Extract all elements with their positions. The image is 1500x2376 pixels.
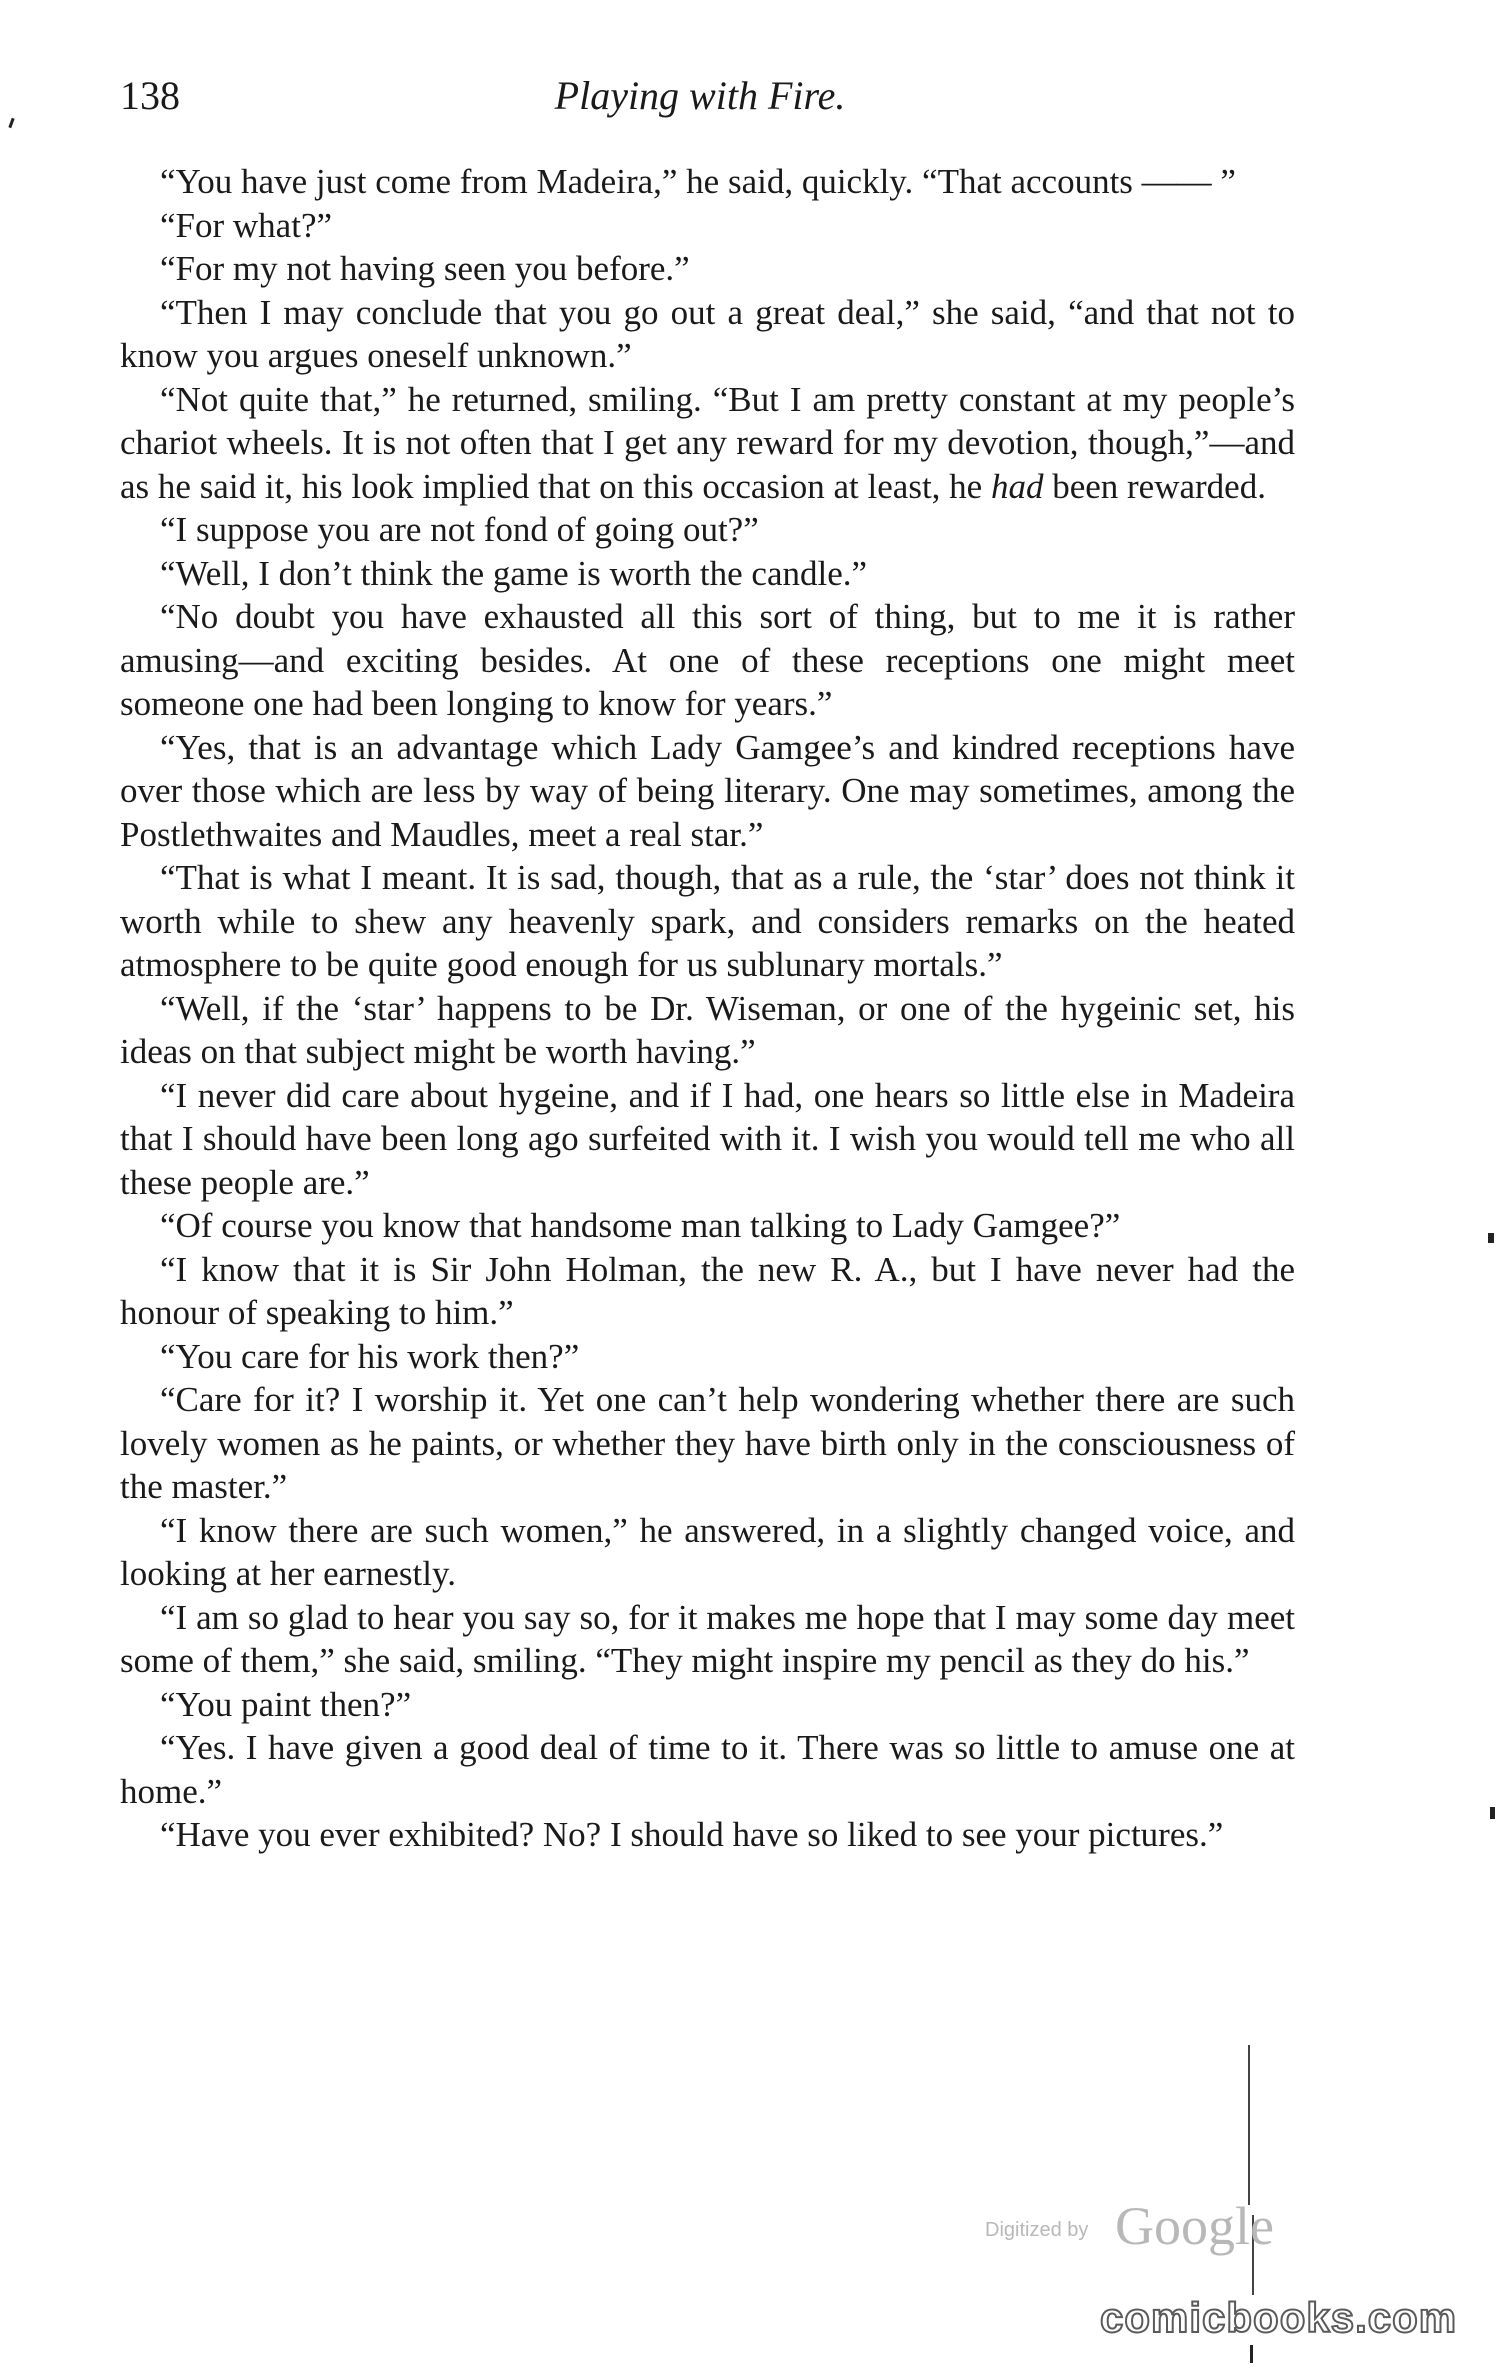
- scan-speck: [8, 118, 14, 128]
- paragraph: “Yes, that is an advantage which Lady Gamgee’s and kindred receptions have over those which are less by way of being literary. One may sometimes, among the Postlethwaites and Maudles, meet a real star.”: [120, 727, 1295, 854]
- paragraph: “That is what I meant. It is sad, though, that as a rule, the ‘star’ does not think it worth while to shew any heavenly spark, and considers remarks on the heated atmosphere to be quite good enough for us sublunary mortals.”: [120, 858, 1295, 984]
- page-number: 138: [120, 73, 180, 118]
- scan-speck: [1248, 2045, 1250, 2205]
- paragraph: “For what?”: [160, 205, 333, 245]
- paragraph: “Then I may conclude that you go out a great deal,” she said, “and that not to know you argues oneself unknown.”: [120, 292, 1295, 375]
- scan-speck: [1488, 1233, 1494, 1243]
- paragraph: “You have just come from Madeira,” he said, quickly. “That accounts —— ”: [160, 162, 1236, 201]
- comicbooks-watermark: comicbooks.com: [1100, 2294, 1458, 2341]
- paragraph: “You paint then?”: [160, 1684, 412, 1724]
- paragraph: “Yes. I have given a good deal of time to it. There was so little to amuse one at home.”: [120, 1728, 1295, 1811]
- paragraph: “Care for it? I worship it. Yet one can’t help wondering whether there are such lovely women as he paints, or whether they have birth only in the consciousness of the master.”: [120, 1380, 1295, 1506]
- scan-speck: [1250, 2345, 1253, 2363]
- google-logo: Google: [1115, 2196, 1274, 2256]
- running-title: Playing with Fire.: [554, 73, 846, 118]
- scan-speck: [1490, 1807, 1495, 1819]
- paragraph-tail: been rewarded.: [1043, 466, 1266, 506]
- paragraph: “I am so glad to hear you say so, for it makes me hope that I may some day meet some of them,” she said, smiling. “They might inspire my pencil as they do his.”: [120, 1597, 1295, 1680]
- emphasis: had: [990, 466, 1044, 506]
- paragraph-text: “Not quite that,” he returned, smiling. “But I am pretty constant at my people’s chariot wheels. It is not often that I get any reward for my devotion, though,”—and as he said it, his look implied that on this occasion at least, he: [120, 379, 1295, 506]
- paragraph: [120, 378, 1295, 509]
- page-header: [100, 72, 1300, 132]
- paragraph: “For my not having seen you before.”: [160, 249, 690, 288]
- paragraph: “I never did care about hygeine, and if I had, one hears so little else in Madeira that I should have been long ago surfeited with it. I wish you would tell me who all these people are.”: [120, 1075, 1295, 1202]
- digitized-by-text: Digitized by: [985, 2219, 1089, 2241]
- paragraph: “Well, if the ‘star’ happens to be Dr. Wiseman, or one of the hygeinic set, his ideas on that subject might be worth having.”: [120, 988, 1295, 1071]
- paragraph: “Well, I don’t think the game is worth the candle.”: [160, 553, 868, 593]
- paragraph: “No doubt you have exhausted all this sort of thing, but to me it is rather amusing—and exciting besides. At one of these receptions one might meet someone one had been longing to know for years.”: [120, 597, 1295, 723]
- body-text: [120, 160, 1295, 1857]
- paragraph: “Have you ever exhibited? No? I should have so liked to see your pictures.”: [160, 1815, 1224, 1854]
- paragraph: “I know that it is Sir John Holman, the new R. A., but I have never had the honour of speaking to him.”: [120, 1249, 1295, 1332]
- paragraph: “I know there are such women,” he answered, in a slightly changed voice, and looking at her earnestly.: [120, 1510, 1295, 1593]
- google-watermark: [985, 2195, 1295, 2255]
- paragraph: “You care for his work then?”: [160, 1336, 580, 1376]
- paragraph: “Of course you know that handsome man talking to Lady Gamgee?”: [160, 1206, 1121, 1245]
- paragraph: “I suppose you are not fond of going out?”: [160, 510, 759, 549]
